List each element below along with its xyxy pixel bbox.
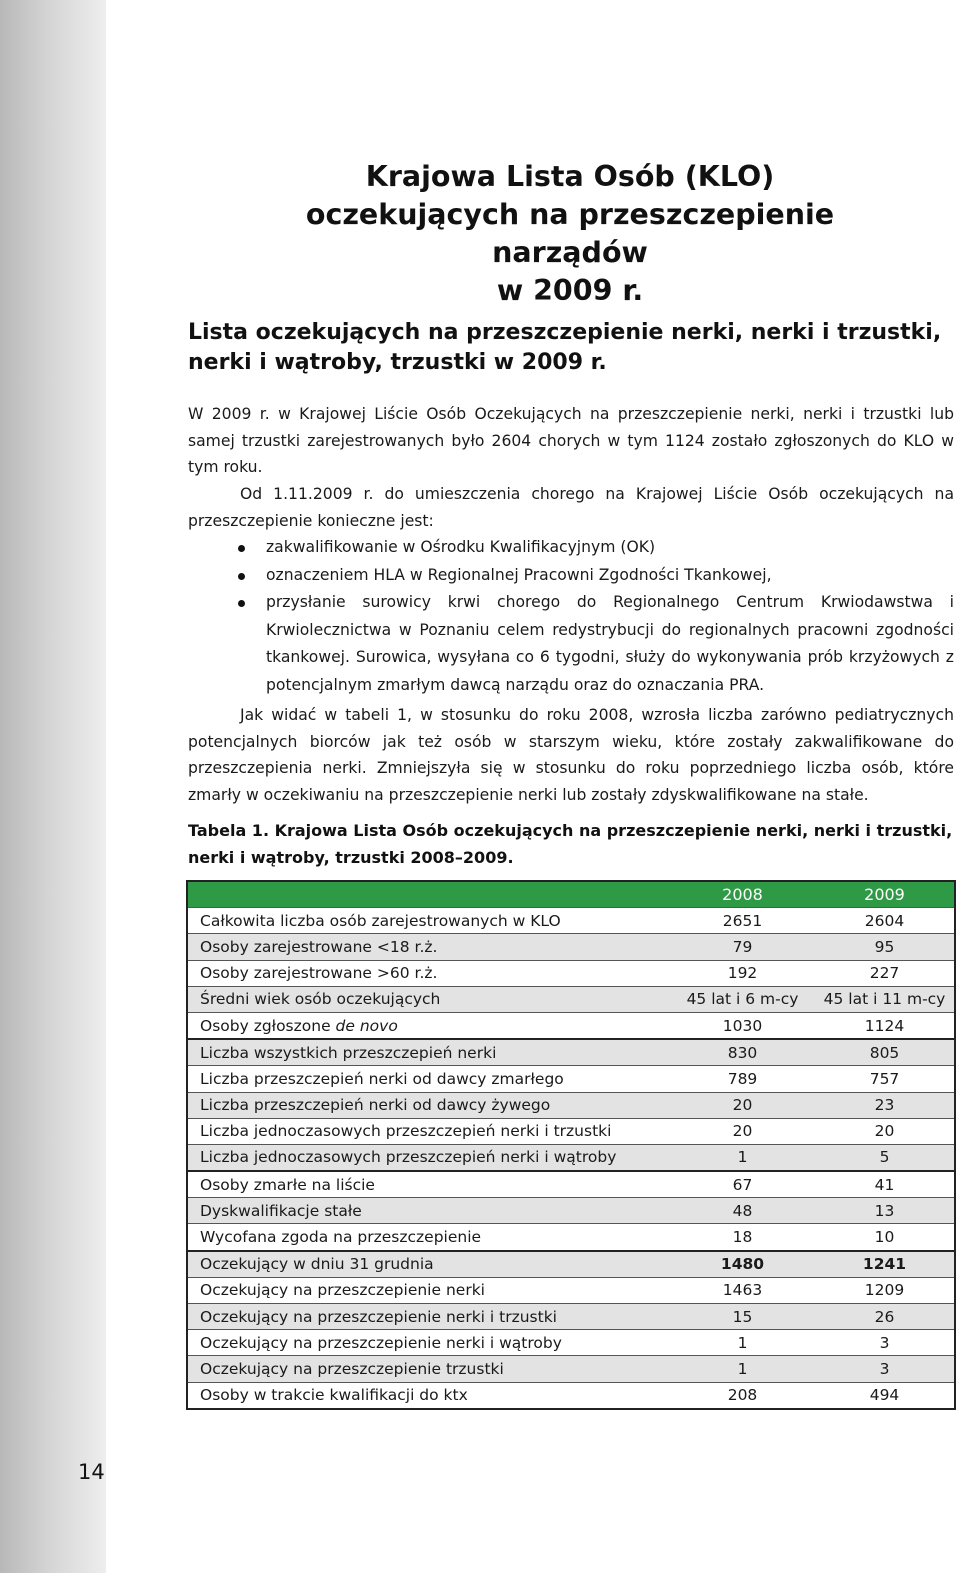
table-row <box>187 1066 955 1092</box>
row-label: Osoby zmarłe na liście <box>187 1171 670 1198</box>
value-2008: 79 <box>670 934 815 960</box>
value-2009: 23 <box>815 1092 955 1118</box>
paragraph-requirements: Od 1.11.2009 r. do umieszczenia chorego na Krajowej Liście Osób oczekujących na przeszczepienie konieczne jest: <box>188 485 954 530</box>
table-row <box>187 960 955 986</box>
row-label: Liczba jednoczasowych przeszczepień nerki i wątroby <box>187 1144 670 1171</box>
table-row <box>187 1382 955 1409</box>
value-2009: 41 <box>815 1171 955 1198</box>
row-label: Całkowita liczba osób zarejestrowanych w KLO <box>187 908 670 934</box>
table-row <box>187 1012 955 1039</box>
value-2009: 5 <box>815 1144 955 1171</box>
header-cell-2009: 2009 <box>815 881 955 908</box>
table-row <box>187 1171 955 1198</box>
section-heading <box>188 318 948 378</box>
row-label: Liczba jednoczasowych przeszczepień nerki i trzustki <box>187 1118 670 1144</box>
title-line-1: Krajowa Lista Osób (KLO) <box>365 160 775 193</box>
table-row <box>187 1144 955 1171</box>
value-2009: 1209 <box>815 1277 955 1303</box>
row-label: Liczba przeszczepień nerki od dawcy zmarłego <box>187 1066 670 1092</box>
value-2009: 1124 <box>815 1012 955 1039</box>
value-2009: 13 <box>815 1198 955 1224</box>
row-label: Oczekujący na przeszczepienie trzustki <box>187 1356 670 1382</box>
section-heading-line-1: Lista oczekujących na przeszczepienie nerki, nerki i trzustki, <box>188 320 942 345</box>
page-number: 14 <box>78 1460 105 1484</box>
row-label: Osoby w trakcie kwalifikacji do ktx <box>187 1382 670 1409</box>
table-row <box>187 934 955 960</box>
value-2008: 830 <box>670 1039 815 1066</box>
value-2009: 227 <box>815 960 955 986</box>
title-line-2: oczekujących na przeszczepienie narządów <box>305 198 835 269</box>
list-item <box>188 589 954 699</box>
value-2009: 805 <box>815 1039 955 1066</box>
table-row <box>187 1118 955 1144</box>
row-label: Oczekujący na przeszczepienie nerki i trzustki <box>187 1304 670 1330</box>
title-line-3: w 2009 r. <box>496 274 644 307</box>
page-title <box>230 158 910 310</box>
row-label: Oczekujący w dniu 31 grudnia <box>187 1251 670 1278</box>
value-2008: 18 <box>670 1224 815 1251</box>
table-row <box>187 908 955 934</box>
table-header-row <box>187 881 955 908</box>
bullet-icon <box>238 600 245 607</box>
value-2008: 48 <box>670 1198 815 1224</box>
table-row <box>187 1304 955 1330</box>
table-row <box>187 1330 955 1356</box>
value-2008: 1 <box>670 1356 815 1382</box>
requirements-list <box>188 534 954 699</box>
value-2008: 1463 <box>670 1277 815 1303</box>
header-cell-label <box>187 881 670 908</box>
value-2008: 20 <box>670 1092 815 1118</box>
table-row <box>187 1277 955 1303</box>
value-2008: 2651 <box>670 908 815 934</box>
row-label: Wycofana zgoda na przeszczepienie <box>187 1224 670 1251</box>
value-2008: 192 <box>670 960 815 986</box>
row-label: Oczekujący na przeszczepienie nerki <box>187 1277 670 1303</box>
value-2009: 1241 <box>815 1251 955 1278</box>
value-2009: 26 <box>815 1304 955 1330</box>
table-row <box>187 1092 955 1118</box>
value-2008: 20 <box>670 1118 815 1144</box>
data-table <box>186 880 956 1410</box>
bullet-icon <box>238 573 245 580</box>
row-label: Średni wiek osób oczekujących <box>187 986 670 1012</box>
value-2008: 67 <box>670 1171 815 1198</box>
value-2009: 45 lat i 11 m-cy <box>815 986 955 1012</box>
table-row <box>187 1224 955 1251</box>
value-2009: 757 <box>815 1066 955 1092</box>
row-label-italic: de novo <box>335 1016 398 1035</box>
table-row <box>187 1198 955 1224</box>
page-side-bar <box>0 0 106 1573</box>
value-2009: 494 <box>815 1382 955 1409</box>
paragraph-analysis: Jak widać w tabeli 1, w stosunku do roku 2008, wzrosła liczba zarówno pediatrycznych potencjalnych biorców jak też osób w starszym wieku, które zostały zakwalifikowane do przeszczepienia nerki. Zmniejszyła się w stosunku do roku poprzedniego liczba osób, które zmarły w oczekiwaniu na przeszczepienie nerki lub zostały zdyskwalifikowane na stałe. <box>188 706 954 804</box>
list-item <box>188 562 954 590</box>
value-2009: 95 <box>815 934 955 960</box>
value-2009: 20 <box>815 1118 955 1144</box>
value-2009: 3 <box>815 1356 955 1382</box>
table-row <box>187 1039 955 1066</box>
row-label: Liczba przeszczepień nerki od dawcy żywego <box>187 1092 670 1118</box>
row-label-text: Osoby zgłoszone <box>200 1016 336 1035</box>
table-caption: Tabela 1. Krajowa Lista Osób oczekujących na przeszczepienie nerki, nerki i trzustki, nerki i wątroby, trzustki 2008–2009. <box>188 821 953 867</box>
value-2008: 208 <box>670 1382 815 1409</box>
bullet-icon <box>238 545 245 552</box>
value-2009: 3 <box>815 1330 955 1356</box>
value-2008: 1 <box>670 1144 815 1171</box>
row-label: Liczba wszystkich przeszczepień nerki <box>187 1039 670 1066</box>
table-row <box>187 1251 955 1278</box>
section-heading-line-2: nerki i wątroby, trzustki w 2009 r. <box>188 350 607 375</box>
row-label <box>187 1012 670 1039</box>
value-2009: 10 <box>815 1224 955 1251</box>
row-label: Osoby zarejestrowane <18 r.ż. <box>187 934 670 960</box>
value-2008: 1030 <box>670 1012 815 1039</box>
table-row <box>187 1356 955 1382</box>
value-2008: 45 lat i 6 m-cy <box>670 986 815 1012</box>
value-2008: 15 <box>670 1304 815 1330</box>
list-item-text: zakwalifikowanie w Ośrodku Kwalifikacyjnym (OK) <box>266 538 656 556</box>
row-label: Oczekujący na przeszczepienie nerki i wątroby <box>187 1330 670 1356</box>
table-row <box>187 986 955 1012</box>
list-item-text: oznaczeniem HLA w Regionalnej Pracowni Zgodności Tkankowej, <box>266 565 772 584</box>
header-cell-2008: 2008 <box>670 881 815 908</box>
value-2008: 789 <box>670 1066 815 1092</box>
value-2008: 1480 <box>670 1251 815 1278</box>
list-item <box>188 534 954 562</box>
value-2008: 1 <box>670 1330 815 1356</box>
row-label: Osoby zarejestrowane >60 r.ż. <box>187 960 670 986</box>
list-item-text: przysłanie surowicy krwi chorego do Regionalnego Centrum Krwiodawstwa i Krwiolecznictwa w Poznaniu celem redystrybucji do regionalnych pracowni zgodności tkankowej. Surowica, wysyłana co 6 tygodni, służy do wykonywania prób krzyżowych z potencjalnym zmarłym dawcą narządu oraz do oznaczania PRA. <box>266 593 954 694</box>
paragraph-intro: W 2009 r. w Krajowej Liście Osób Oczekujących na przeszczepienie nerki, nerki i trzustki lub samej trzustki zarejestrowanych było 2604 chorych w tym 1124 zostało zgłoszonych do KLO w tym roku. <box>188 405 954 476</box>
row-label: Dyskwalifikacje stałe <box>187 1198 670 1224</box>
value-2009: 2604 <box>815 908 955 934</box>
